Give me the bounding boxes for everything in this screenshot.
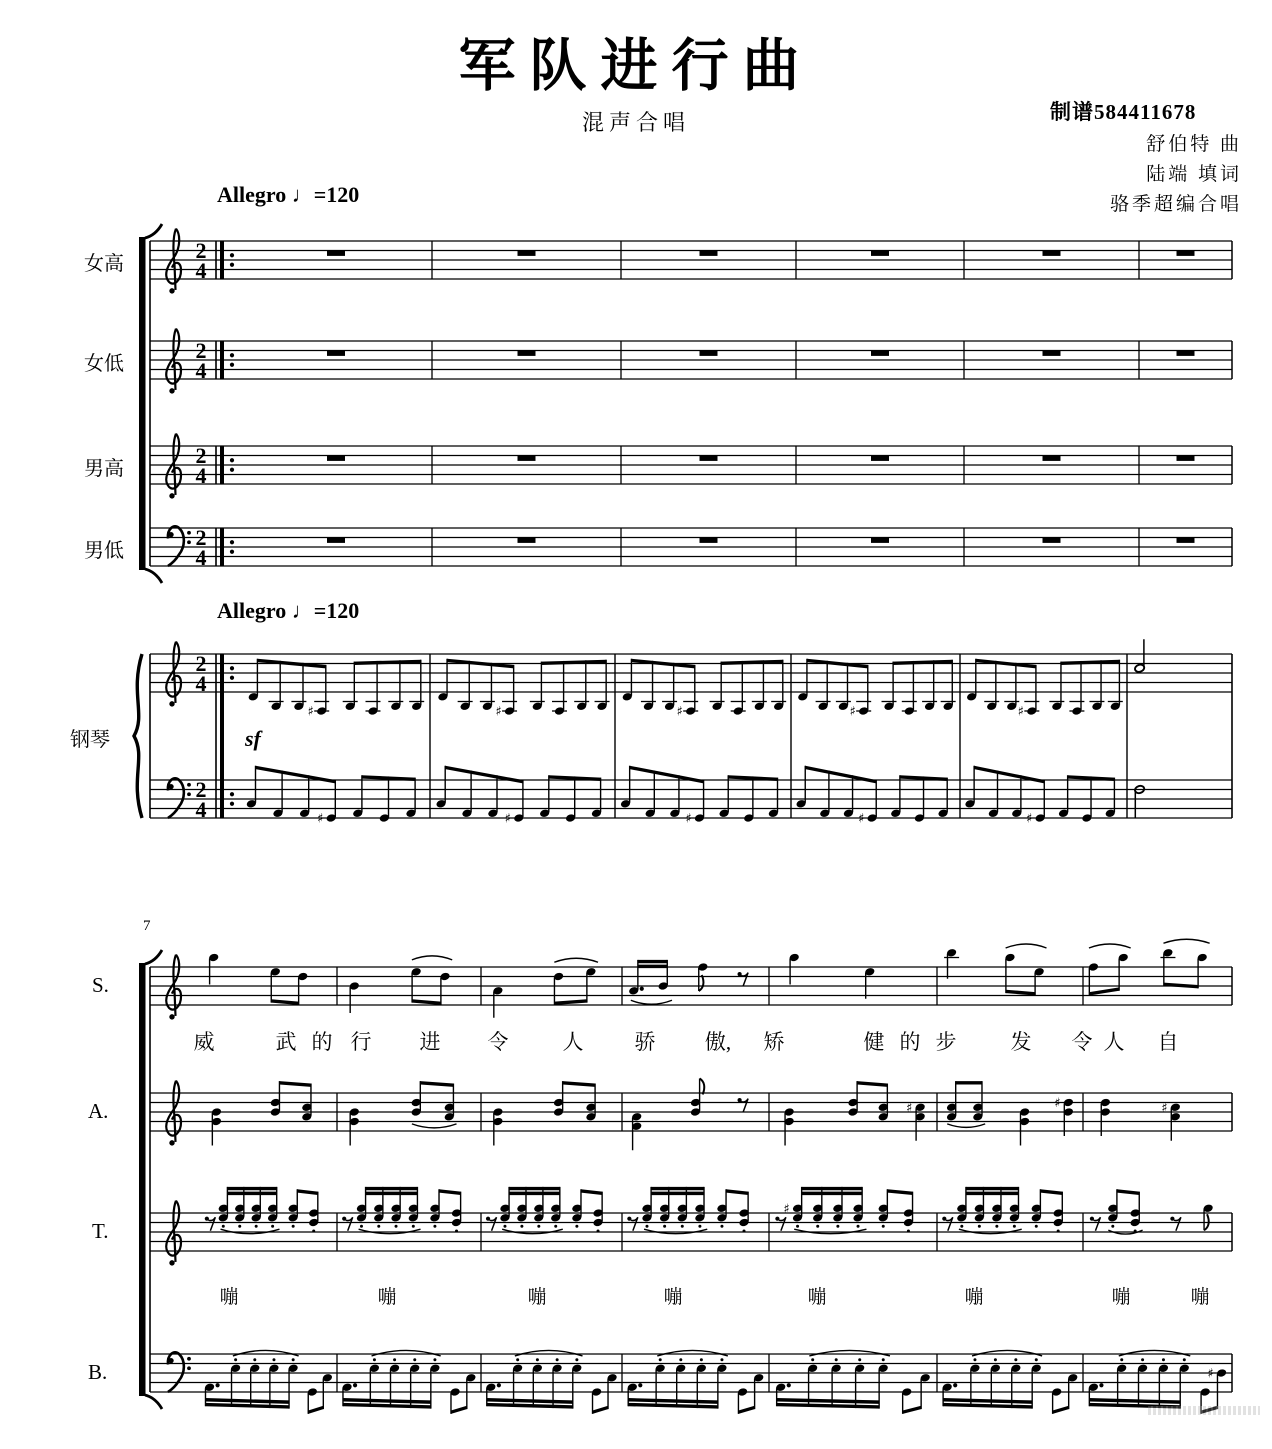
lyric-syllable: 嘣 xyxy=(1111,1287,1131,1308)
svg-text:4: 4 xyxy=(195,358,207,383)
svg-text:♯: ♯ xyxy=(783,1201,790,1217)
lyric-syllable: 嘣 xyxy=(219,1287,239,1308)
svg-text:♯: ♯ xyxy=(857,811,865,827)
svg-text:♯: ♯ xyxy=(849,704,856,720)
lyric-syllable: 嘣 xyxy=(527,1287,547,1308)
system2-staff-3 xyxy=(150,1350,1232,1413)
dynamic-sf: sf xyxy=(245,726,261,751)
svg-text:♯: ♯ xyxy=(1161,1100,1168,1116)
credit-arranger: 骆季超编合唱 xyxy=(1109,194,1242,215)
svg-text:4: 4 xyxy=(195,797,207,822)
staff-label-A: A. xyxy=(88,1099,109,1123)
lyric-syllable: 令 xyxy=(487,1030,509,1054)
lyric-syllable: 自 xyxy=(1157,1030,1179,1054)
staff-label-tenor1: 男高 xyxy=(84,458,124,480)
credits-block xyxy=(1110,130,1242,220)
lyric-syllable: 矫 xyxy=(763,1030,785,1054)
piano-group xyxy=(134,639,1232,826)
staff-label-S: S. xyxy=(92,973,109,997)
lyric-syllable: 嘣 xyxy=(663,1287,683,1308)
svg-text:4: 4 xyxy=(195,545,207,570)
lyric-syllable: 嘣 xyxy=(377,1287,397,1308)
svg-text:2: 2 xyxy=(195,338,207,363)
lyric-syllable: 进 xyxy=(419,1030,441,1054)
svg-text:♯: ♯ xyxy=(317,811,324,827)
watermark xyxy=(1148,1406,1260,1415)
system1-group xyxy=(139,224,1232,583)
lyric-syllable: 武 xyxy=(275,1030,297,1054)
lyric-syllable: 人 xyxy=(1103,1030,1125,1054)
svg-text:♯: ♯ xyxy=(1054,1096,1061,1111)
system2-group xyxy=(139,939,1232,1414)
svg-text:♯: ♯ xyxy=(1026,811,1033,827)
piano-staff-0 xyxy=(150,639,1232,719)
tempo-marking-vocal: Allegro ♩=120 xyxy=(217,182,360,207)
system2-staff-2 xyxy=(150,1187,1232,1266)
lyric-syllable: 行 xyxy=(350,1030,372,1054)
svg-text:4: 4 xyxy=(195,463,207,488)
lyric-syllable: 人 xyxy=(562,1030,584,1054)
svg-text:4: 4 xyxy=(195,258,207,283)
lyric-syllable: 步 xyxy=(935,1030,957,1054)
lyric-syllable: 发 xyxy=(1010,1030,1032,1054)
piece-title: 军队进行曲 xyxy=(458,35,814,98)
lyric-syllable: 令 xyxy=(1071,1030,1093,1054)
lyric-syllable: 威 xyxy=(193,1030,215,1054)
tempo-marking-piano: Allegro ♩=120 xyxy=(217,598,360,623)
staff-label-B: B. xyxy=(88,1360,108,1384)
lyric-syllable: 傲, xyxy=(704,1030,732,1054)
system1-staff-2 xyxy=(150,434,1232,499)
lyric-syllable: 的 xyxy=(899,1030,921,1054)
svg-text:♯: ♯ xyxy=(906,1100,913,1116)
svg-text:4: 4 xyxy=(195,671,207,696)
svg-text:2: 2 xyxy=(195,651,207,676)
measure-number: 7 xyxy=(143,918,151,934)
svg-text:♯: ♯ xyxy=(504,811,511,827)
lyric-syllable: 骄 xyxy=(634,1030,656,1054)
svg-text:♯: ♯ xyxy=(685,811,692,827)
staff-label-bass1: 男低 xyxy=(84,540,124,562)
engraver-id: 制谱584411678 xyxy=(1050,100,1197,124)
svg-text:2: 2 xyxy=(195,777,207,802)
svg-text:♯: ♯ xyxy=(676,704,683,720)
credit-lyricist: 陆端 填词 xyxy=(1146,164,1242,185)
lyric-syllable: 的 xyxy=(311,1030,333,1054)
piano-staff-1 xyxy=(150,766,1232,827)
system2-staff-1 xyxy=(150,1079,1232,1151)
svg-text:♯: ♯ xyxy=(1207,1366,1214,1382)
svg-text:♯: ♯ xyxy=(495,704,502,720)
system1-staff-1 xyxy=(150,329,1232,394)
system1-staff-3 xyxy=(150,525,1232,570)
staff-label-piano: 钢琴 xyxy=(70,729,110,751)
lyric-syllable: 嘣 xyxy=(1190,1287,1210,1308)
lyric-syllable: 嘣 xyxy=(964,1287,984,1308)
piece-subtitle: 混声合唱 xyxy=(581,110,690,135)
system2-staff-0 xyxy=(150,939,1232,1019)
svg-text:2: 2 xyxy=(195,238,207,263)
svg-text:♯: ♯ xyxy=(307,704,314,720)
lyric-syllable: 健 xyxy=(863,1030,885,1054)
staff-label-soprano1: 女高 xyxy=(84,253,124,275)
staff-label-T: T. xyxy=(92,1219,109,1243)
svg-text:2: 2 xyxy=(195,525,207,550)
lyric-syllable: 嘣 xyxy=(807,1287,827,1308)
staff-label-alto1: 女低 xyxy=(84,353,124,375)
system1-staff-0 xyxy=(150,229,1232,294)
svg-text:♯: ♯ xyxy=(1017,704,1024,720)
credit-composer: 舒伯特 曲 xyxy=(1146,134,1242,155)
svg-text:2: 2 xyxy=(195,443,207,468)
